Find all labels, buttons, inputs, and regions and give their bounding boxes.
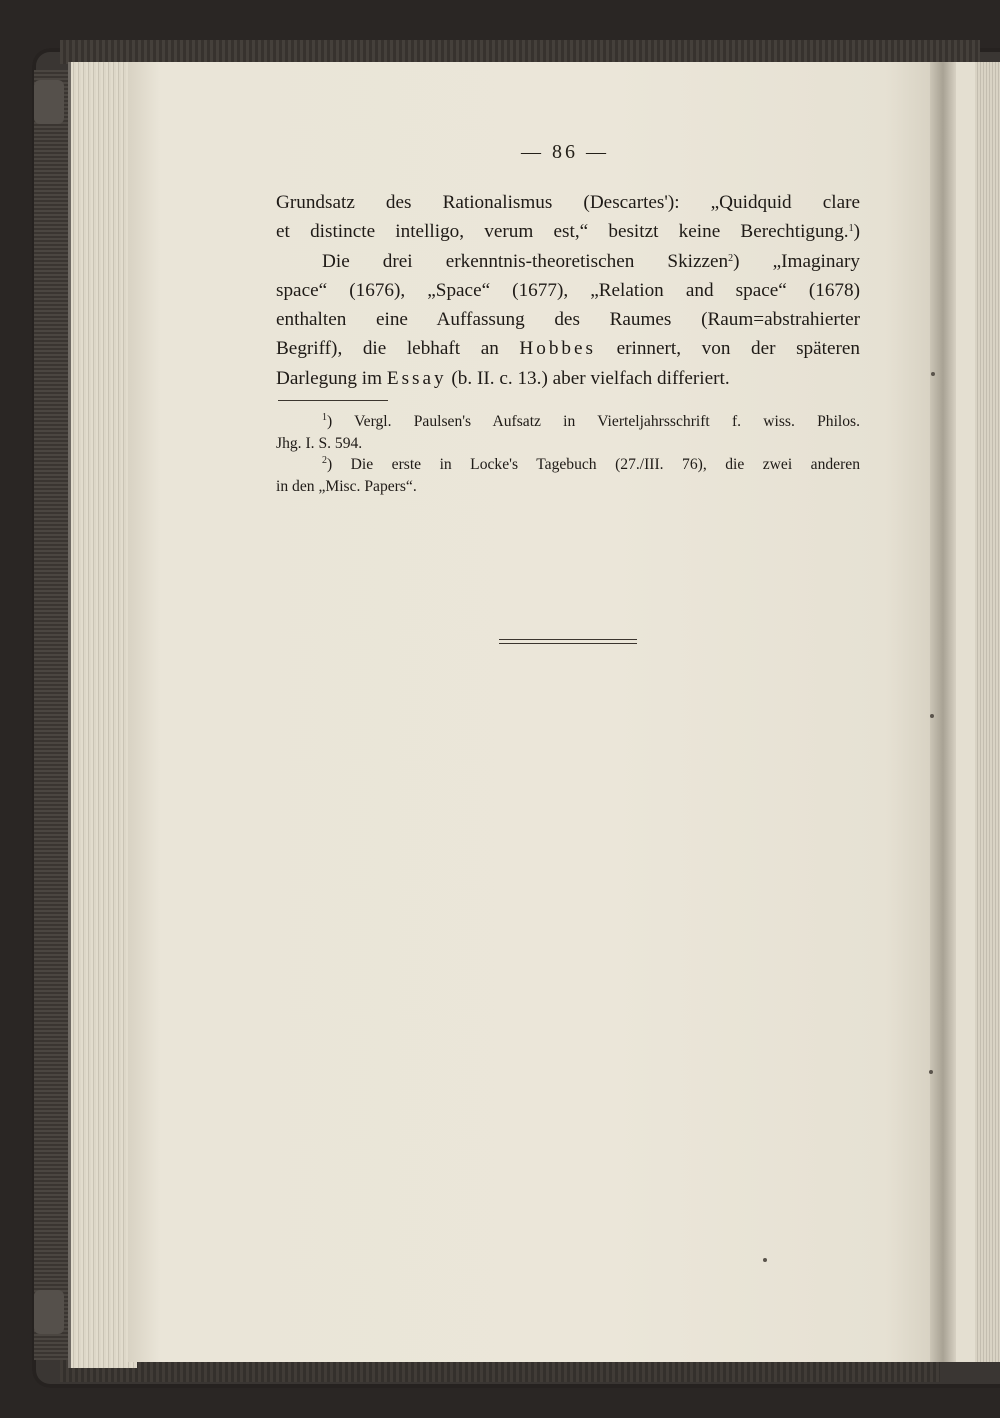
footnote-line: in den „Misc. Papers“. bbox=[276, 477, 417, 495]
spaced-title: Essay bbox=[386, 367, 447, 389]
text-run: ) Vergl. Paulsen's Aufsatz in Vierteljahrsschrift f. wiss. Philos. bbox=[327, 413, 860, 430]
footnote-separator bbox=[278, 400, 388, 401]
text-line: Grundsatz des Rationalismus (Descartes'): „Quidquid clare bbox=[276, 192, 860, 213]
cover-top-edge bbox=[60, 40, 980, 64]
text-line bbox=[276, 364, 860, 393]
text-run: Begriff), die lebhaft an bbox=[276, 338, 499, 360]
text-line: space“ (1676), „Space“ (1677), „Relation and space“ (1678) bbox=[276, 279, 860, 301]
footnote-mark: 2 bbox=[322, 455, 327, 466]
text-run: et distincte intelligo, verum est,“ besitzt keine Berechtigung. bbox=[276, 221, 849, 243]
corner-clip-bottom bbox=[34, 1290, 64, 1334]
text-run: Darlegung im bbox=[276, 367, 383, 389]
corner-clip-top bbox=[34, 80, 64, 124]
speck bbox=[929, 1070, 933, 1074]
page-gutter bbox=[930, 62, 956, 1362]
text-run: ) Die erste in Locke's Tagebuch (27./III. 76), die zwei anderen bbox=[327, 456, 860, 473]
facing-page-edge bbox=[975, 62, 1000, 1362]
text-run: (b. II. c. 13.) aber vielfach differiert. bbox=[451, 367, 730, 389]
text-run: ) „Imaginary bbox=[733, 250, 860, 272]
footnote-line bbox=[276, 454, 860, 476]
chapter-end-rule bbox=[499, 639, 637, 644]
footnote-ref: 2 bbox=[728, 252, 734, 264]
footnote-line: Jhg. I. S. 594. bbox=[276, 434, 363, 452]
footnote-ref: 1 bbox=[848, 223, 854, 235]
spaced-name: Hobbes bbox=[519, 338, 597, 360]
text-run: ) bbox=[853, 221, 860, 243]
page-edges bbox=[68, 62, 137, 1368]
footnote-line bbox=[276, 411, 860, 433]
body-paragraph bbox=[276, 188, 860, 393]
text-line bbox=[276, 217, 860, 246]
cover-bottom-edge bbox=[60, 1360, 940, 1382]
text-run: erinnert, von der späteren bbox=[616, 338, 860, 360]
footnote-mark: 1 bbox=[322, 412, 327, 423]
speck bbox=[930, 714, 934, 718]
speck bbox=[763, 1258, 767, 1262]
page-number: — 86 — bbox=[521, 141, 609, 163]
text-line bbox=[276, 247, 860, 276]
text-run: Die drei erkenntnis-theoretischen Skizzen bbox=[322, 250, 729, 272]
speck bbox=[931, 372, 935, 376]
footnotes bbox=[276, 411, 860, 497]
text-line: enthalten eine Auffassung des Raumes (Raum=abstrahierter bbox=[276, 309, 860, 331]
book-spine bbox=[34, 70, 68, 1360]
text-line bbox=[276, 334, 860, 363]
